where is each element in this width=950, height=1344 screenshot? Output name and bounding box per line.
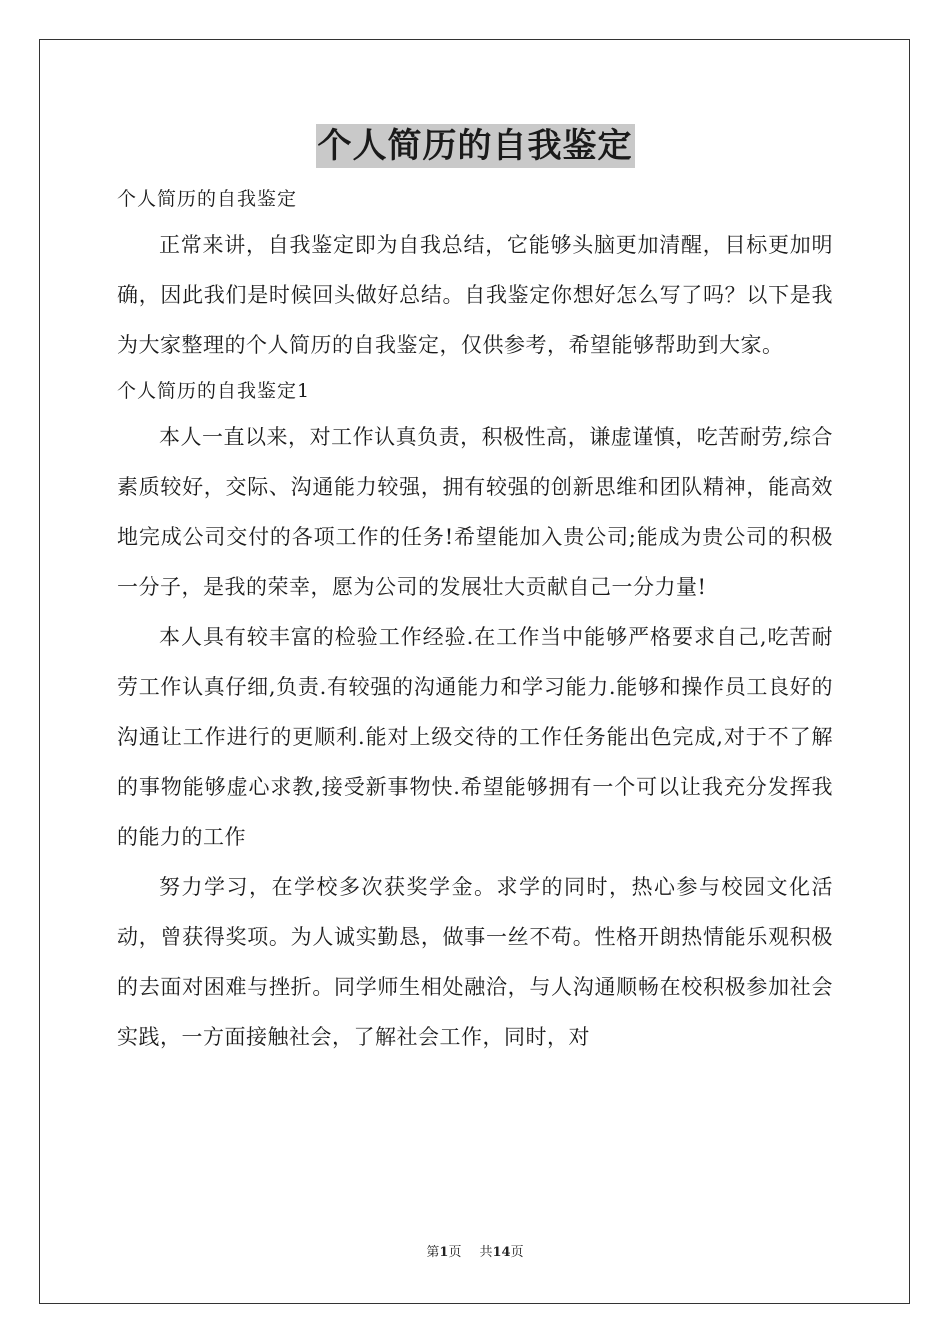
document-title: 个人简历的自我鉴定 — [317, 126, 633, 166]
footer-page-suffix: 页 — [448, 1245, 462, 1260]
footer-total-pages: 14 — [492, 1245, 511, 1260]
footer-page-prefix: 第 — [426, 1245, 440, 1260]
page-footer — [0, 1243, 950, 1263]
section-heading: 个人简历的自我鉴定 — [117, 188, 298, 210]
title-container — [0, 124, 950, 168]
footer-total-prefix: 共 — [479, 1245, 493, 1260]
document-body — [117, 178, 833, 1062]
paragraph: 本人一直以来，对工作认真负责，积极性高，谦虚谨慎，吃苦耐劳,综合素质较好，交际、沟通能力较强，拥有较强的创新思维和团队精神，能高效地完成公司交付的各项工作的任务!希望能加入贵公司;能成为贵公司的积极一分子，是我的荣幸，愿为公司的发展壮大贡献自己一分力量! — [117, 425, 833, 599]
paragraph: 努力学习，在学校多次获奖学金。求学的同时，热心参与校园文化活动，曾获得奖项。为人诚实勤恳，做事一丝不苟。性格开朗热情能乐观积极的去面对困难与挫折。同学师生相处融洽，与人沟通顺畅在校积极参加社会实践，一方面接触社会，了解社会工作，同时，对 — [117, 875, 833, 1049]
footer-page-number: 1 — [439, 1245, 449, 1260]
section-heading: 个人简历的自我鉴定1 — [117, 380, 311, 402]
paragraph: 本人具有较丰富的检验工作经验.在工作当中能够严格要求自己,吃苦耐劳工作认真仔细,负责.有较强的沟通能力和学习能力.能够和操作员工良好的沟通让工作进行的更顺利.能对上级交待的工作任务能出色完成,对于不了解的事物能够虚心求教,接受新事物快.希望能够拥有一个可以让我充分发挥我的能力的工作 — [117, 625, 833, 849]
paragraph: 正常来讲，自我鉴定即为自我总结，它能够头脑更加清醒，目标更加明确，因此我们是时候回头做好总结。自我鉴定你想好怎么写了吗？以下是我为大家整理的个人简历的自我鉴定，仅供参考，希望能够帮助到大家。 — [117, 233, 833, 357]
footer-total-suffix: 页 — [510, 1245, 524, 1260]
